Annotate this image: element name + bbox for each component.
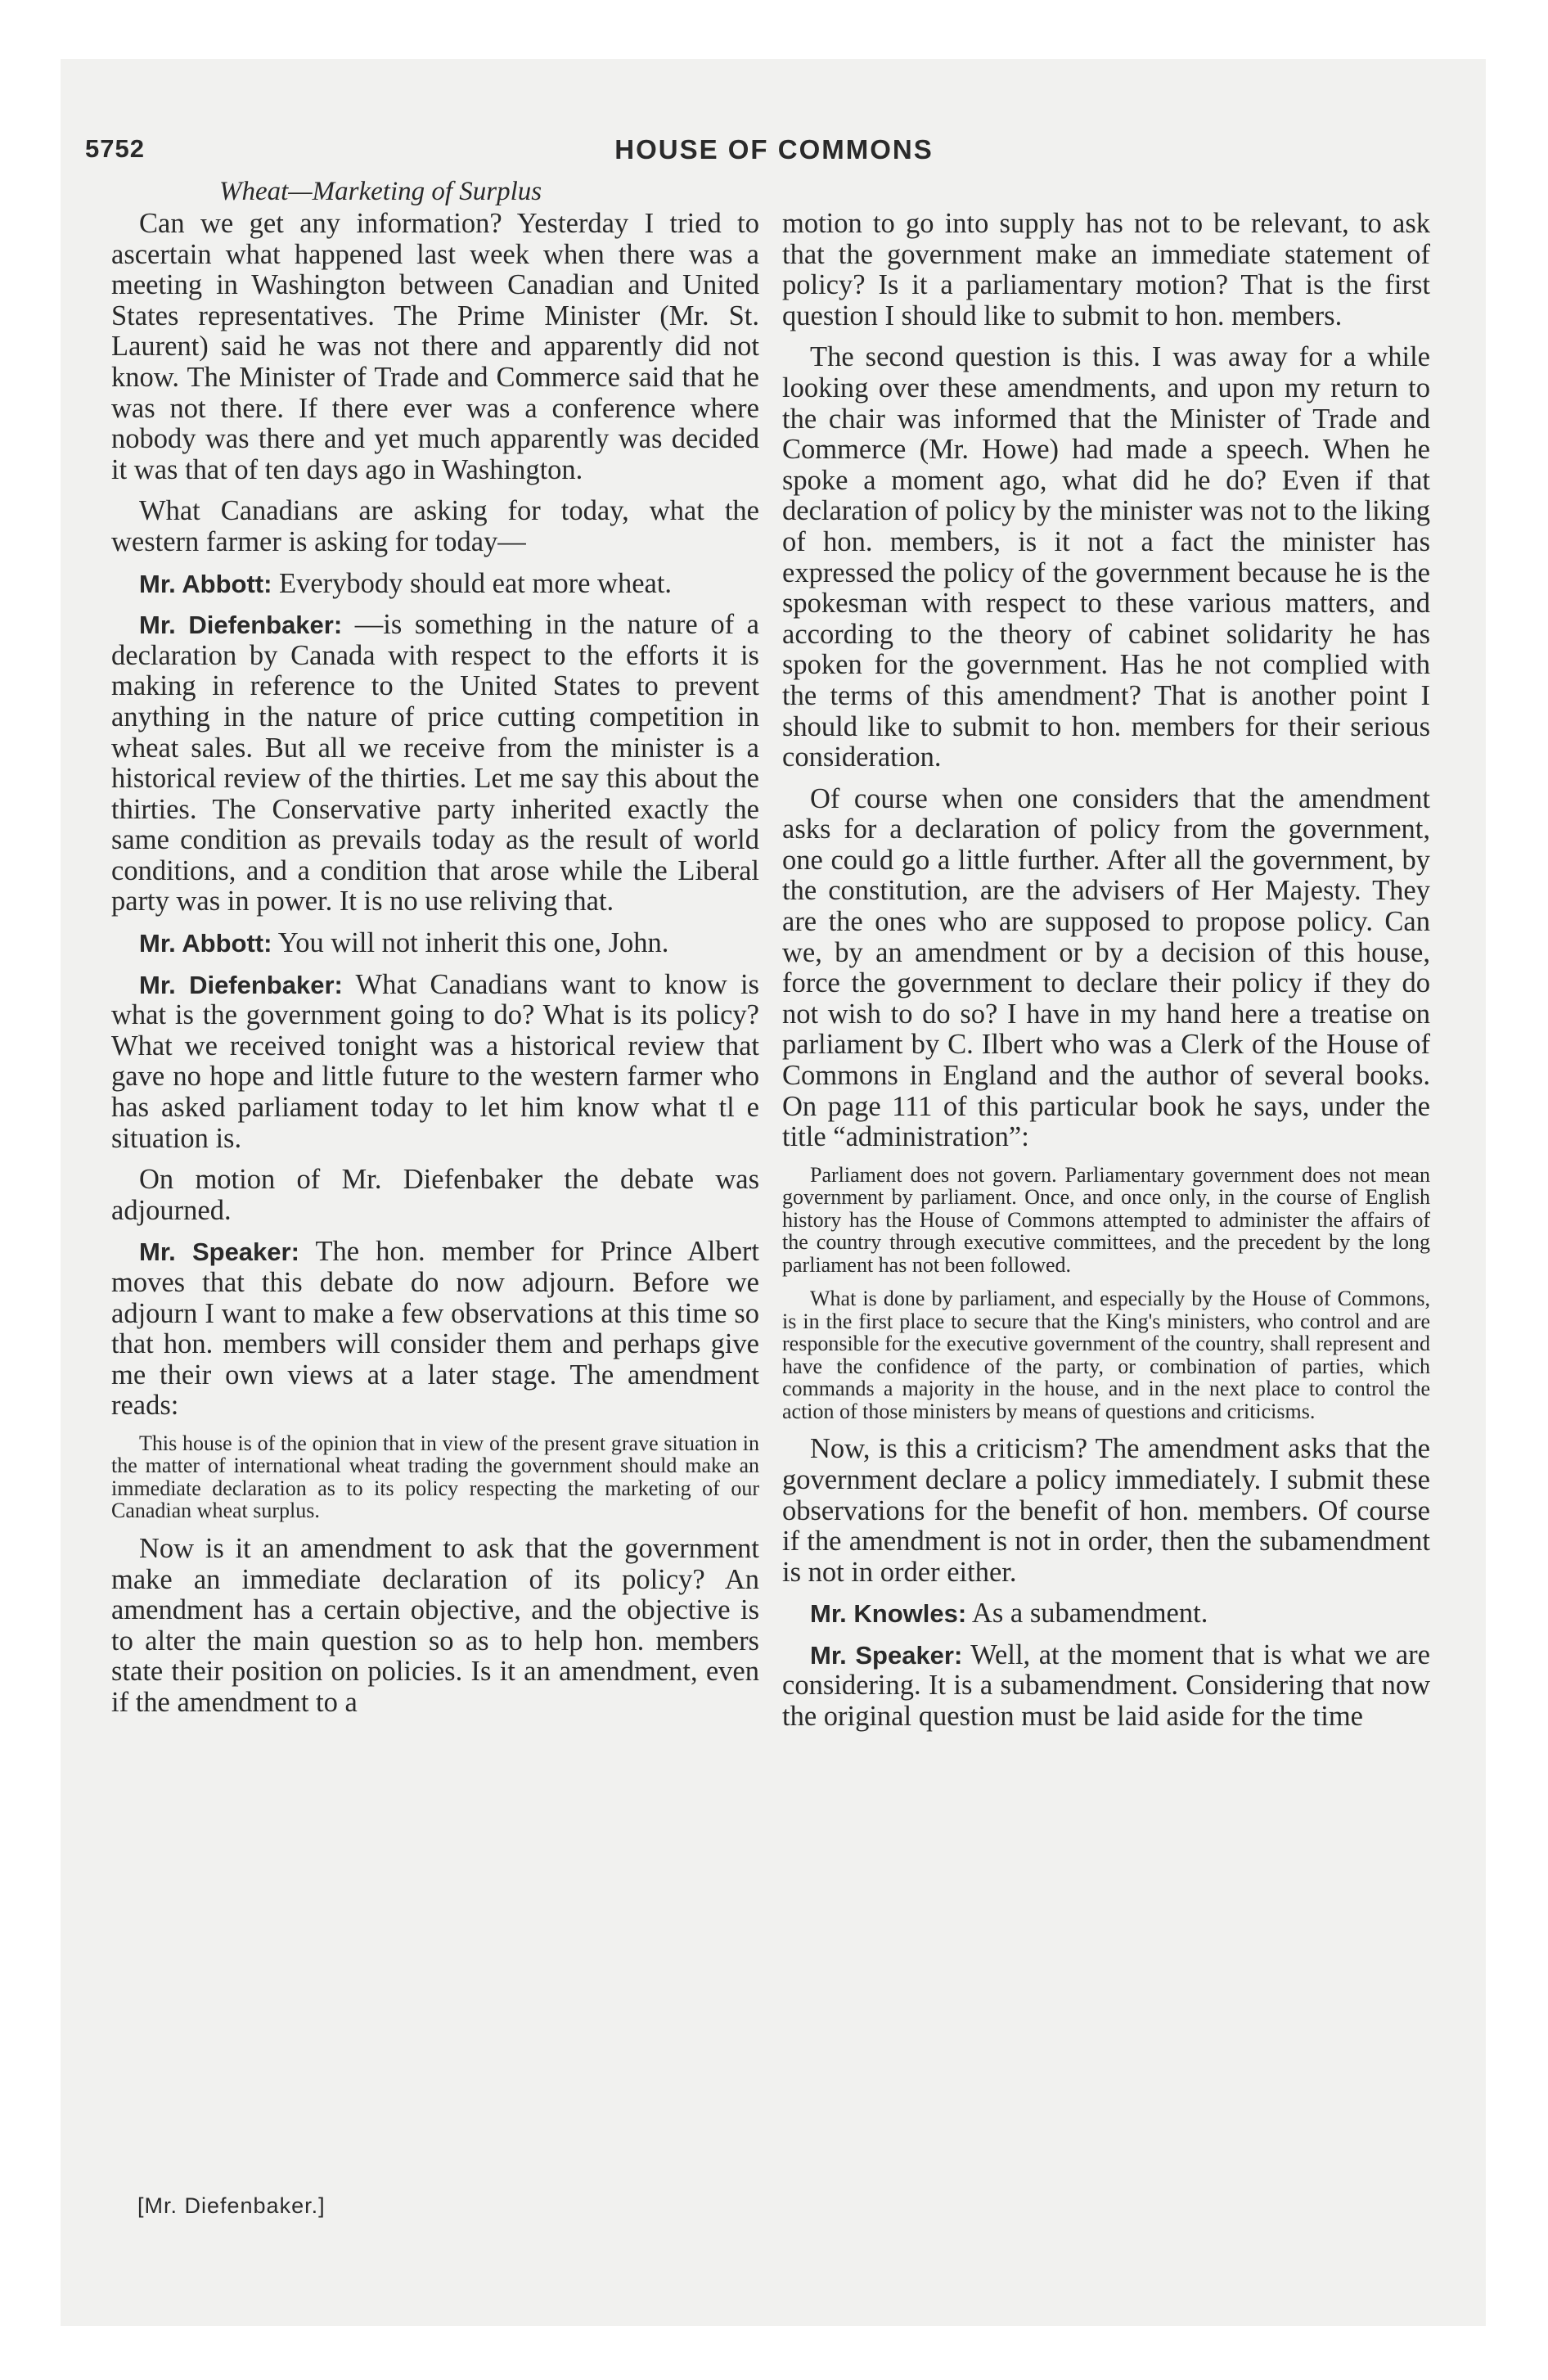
speech-paragraph: [111, 569, 759, 600]
speech-paragraph: [111, 970, 759, 1155]
speech-paragraph: [782, 1640, 1430, 1733]
speaker-name: Mr. Speaker:: [139, 1237, 299, 1267]
section-subtitle: Wheat—Marketing of Surplus: [219, 177, 542, 206]
body-paragraph: Of course when one considers that the amendment asks for a declaration of policy from the government, one could go a little further. After all the government, by the constitution, are the advisers of Her Majesty. They are the ones who are supposed to propose policy. Can we, by an amendment or by a decision of this house, force the government to declare their policy if they do not wish to do so? I have in my hand here a treatise on parliament by C. Ilbert who was a Clerk of the House of Commons in England and the author of several books. On page 111 of this particular book he says, under the title “administration”:: [782, 782, 1430, 1153]
speaker-name: Mr. Diefenbaker:: [139, 970, 343, 999]
speaker-name: Mr. Abbott:: [139, 929, 272, 958]
speech-paragraph: [782, 1598, 1430, 1629]
body-paragraph: Now, is this a criticism? The amendment asks that the government declare a policy immediately. I submit these observations for the benefit of hon. members. Of course if the amendment is not in order, then the subamendment is not in order either.: [782, 1433, 1430, 1588]
speech-text: Everybody should eat more wheat.: [272, 567, 673, 599]
speech-text: The hon. member for Prince Albert moves that this debate do now adjourn. Before we adjourn I want to make a few observations at this time so that hon. members will consider them and perhaps give me their own views at a later stage. The amendment reads:: [111, 1236, 759, 1422]
speech-text: You will not inherit this one, John.: [272, 927, 669, 959]
page-title: HOUSE OF COMMONS: [614, 134, 934, 165]
body-paragraph: On motion of Mr. Diefenbaker the debate was adjourned.: [111, 1164, 759, 1226]
speaker-tag: [Mr. Diefenbaker.]: [137, 2193, 326, 2218]
speaker-name: Mr. Speaker:: [810, 1640, 963, 1670]
left-column: [111, 209, 759, 1729]
speech-paragraph: [111, 610, 759, 917]
page-number: 5752: [85, 134, 145, 163]
speaker-name: Mr. Diefenbaker:: [139, 611, 343, 640]
body-paragraph: The second question is this. I was away for a while looking over these amendments, and upon my return to the chair was informed that the Minister of Trade and Commerce (Mr. Howe) had made a speech. When he spoke a moment ago, what did he do? Even if that declaration of policy by the minister was not to the liking of hon. members, is it not a fact the minister has expressed the policy of the government because he is the spokesman with respect to these various matters, and according to the theory of cabinet solidarity he has spoken for the government. Has he not complied with the terms of this amendment? That is another point I should like to submit to hon. members for their serious consideration.: [782, 341, 1430, 773]
speaker-name: Mr. Knowles:: [810, 1599, 967, 1629]
body-paragraph: Can we get any information? Yesterday I tried to ascertain what happened last week when there was a meeting in Washington between Canadian and United States representatives. The Prime Minister (Mr. St. Laurent) said he was not there and apparently did not know. The Minister of Trade and Commerce said that he was not there. If there ever was a conference where nobody was there and yet much apparently was decided it was that of ten days ago in Washington.: [111, 208, 759, 485]
speech-text: Well, at the moment that is what we are considering. It is a subamendment. Considering that now the original question must be laid aside for the time: [782, 1639, 1430, 1733]
speaker-name: Mr. Abbott:: [139, 569, 272, 598]
speech-text: As a subamendment.: [966, 1598, 1208, 1629]
speech-paragraph: [111, 1237, 759, 1422]
quoted-text: What is done by parliament, and especially by the House of Commons, is in the first place to secure that the King's ministers, who control and are responsible for the executive government of the country, shall represent and have the confidence of the party, or combination of parties, which commands a majority in the house, and in the next place to control the action of those ministers by means of questions and criticisms.: [782, 1287, 1430, 1423]
continued-paragraph: motion to go into supply has not to be relevant, to ask that the government make an immediate statement of policy? Is it a parliamentary motion? That is the first question I should like to submit to hon. members.: [782, 208, 1430, 331]
body-paragraph: Now is it an amendment to ask that the government make an immediate declaration of its policy? An amendment has a certain objective, and the objective is to alter the main question so as to help hon. members state their position on policies. Is it an amendment, even if the amendment to a: [111, 1532, 759, 1718]
speech-paragraph: [111, 928, 759, 959]
quoted-text: This house is of the opinion that in view of the present grave situation in the matter of international wheat trading the government should make an immediate declaration as to its policy respecting the marketing of our Canadian wheat surplus.: [111, 1431, 759, 1523]
speech-text: —is something in the nature of a declaration by Canada with respect to the efforts it is making in reference to the United States to prevent anything in the nature of price cutting competition in wheat sales. But all we receive from the minister is a historical review of the thirties. Let me say this about the thirties. The Conservative party inherited exactly the same condition as prevails today as the result of world conditions, and a condition that arose while the Liberal party was in power. It is no use reliving that.: [111, 609, 759, 917]
speech-text: What Canadians want to know is what is the government going to do? What is its policy? What we received tonight was a historical review that gave no hope and little future to the western farmer who has asked parliament today to let him know what tl e situation is.: [111, 968, 759, 1154]
quoted-text: Parliament does not govern. Parliamentary government does not mean government by parliament. Once, and once only, in the course of English history has the House of Commons attempted to administer the affairs of the country through executive committees, and the precedent by the long parliament has not been followed.: [782, 1162, 1430, 1277]
body-paragraph: What Canadians are asking for today, what the western farmer is asking for today—: [111, 495, 759, 557]
right-column: [782, 209, 1430, 1743]
